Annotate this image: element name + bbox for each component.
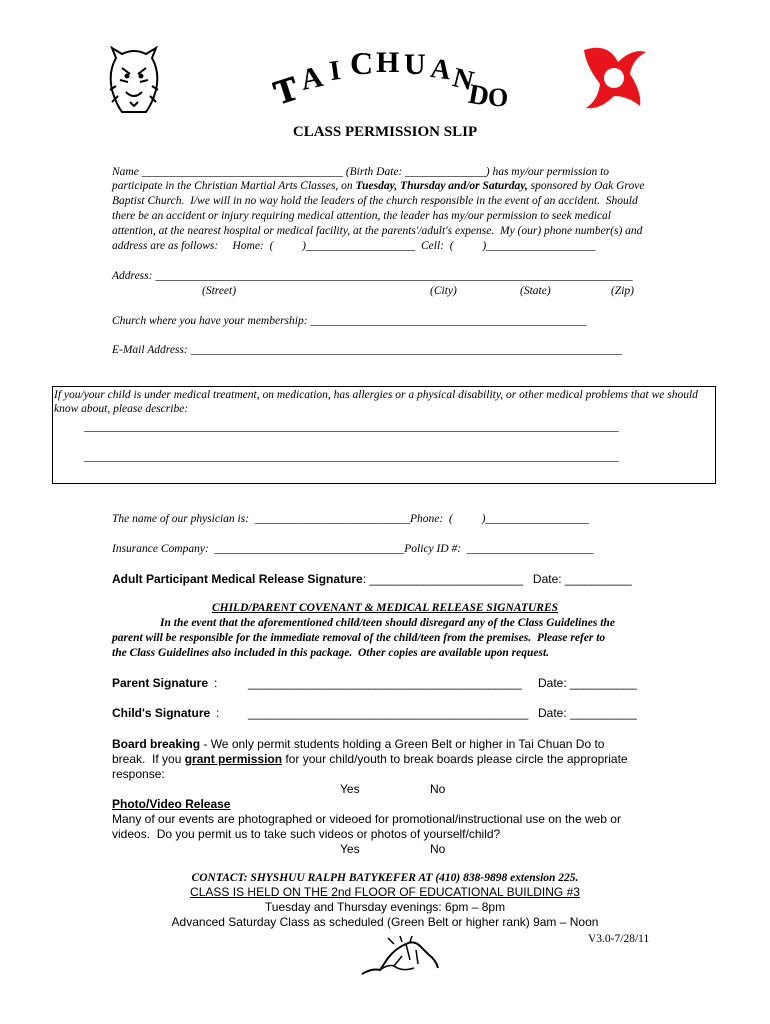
church-field[interactable]: Church where you have your membership: ________________________________________________ xyxy=(112,315,587,327)
email-field[interactable]: E-Mail Address: ___________________________________________________________________________ xyxy=(112,344,622,356)
version-label: V3.0-7/28/11 xyxy=(588,933,650,945)
physician-field[interactable]: The name of our physician is: ___________________________Phone: ( )__________________ xyxy=(112,513,589,525)
intro-line-4: there be an accident or injury requiring medical attention, the leader has my/our permission to seek medical xyxy=(112,210,611,222)
intro-line-5: attention, at the nearest hospital or medical facility, at the parents'/adult's expense. My (our) phone number(s) and xyxy=(112,225,643,237)
medical-blank-1[interactable]: _____________________________________________________________________________________________ xyxy=(84,421,619,433)
medical-question: If you/your child is under medical treatment, on medication, has allergies or a physical disability, or other medical problems that we should know about, please describe: xyxy=(54,389,698,415)
photo-line-1: Many of our events are photographed or videoed for promotional/instructional use on the web or xyxy=(112,812,621,826)
child-signature-label: Child's Signature xyxy=(112,706,211,720)
medical-blank-2[interactable]: _____________________________________________________________________________________________ xyxy=(84,451,619,463)
svg-text:I: I xyxy=(327,54,343,88)
adult-release-label: Adult Participant Medical Release Signature xyxy=(112,572,363,586)
svg-text:D: D xyxy=(466,78,492,110)
address-field[interactable]: Address: ___________________________________________________________________________________ xyxy=(112,270,633,282)
covenant-line-2: parent will be responsible for the immediate removal of the child/teen from the premises. Please refer to xyxy=(112,632,606,644)
address-zip-label: (Zip) xyxy=(611,285,634,297)
photo-heading: Photo/Video Release xyxy=(112,797,231,811)
red-flame-logo xyxy=(580,44,650,114)
svg-text:A: A xyxy=(428,52,453,87)
intro-line-2a: participate in the Christian Martial Arts Classes, on xyxy=(112,180,356,192)
page-title: CLASS PERMISSION SLIP xyxy=(292,124,478,140)
covenant-line-3: the Class Guidelines also included in this package. Other copies are available upon request. xyxy=(112,647,550,659)
photo-line-2: videos. Do you permit us to take such videos or photos of yourself/child? xyxy=(112,827,501,841)
svg-text:O: O xyxy=(488,83,509,110)
intro-name-line: Name ___________________________________ (Birth Date: ______________) has my/our permission to xyxy=(112,166,610,178)
parent-signature-field[interactable]: _________________________________________ xyxy=(248,676,522,690)
covenant-line-1: In the event that the aforementioned child/teen should disregard any of the Class Guidelines the xyxy=(160,617,615,629)
svg-text:A: A xyxy=(297,60,326,97)
adult-release-signature-date: : _______________________ Date: __________ xyxy=(362,572,632,586)
board-line-2 xyxy=(112,752,628,766)
parent-signature-label: Parent Signature xyxy=(112,676,209,690)
contact-line: CONTACT: SHYSHUU RALPH BATYKEFER AT (410) 838-9898 extension 225. xyxy=(191,872,579,884)
address-state-label: (State) xyxy=(520,285,551,297)
intro-days: Tuesday, Thursday and/or Saturday, xyxy=(355,180,528,192)
insurance-field[interactable]: Insurance Company: _________________________________Policy ID #: ______________________ xyxy=(112,543,594,555)
board-line-1-text: - We only permit students holding a Green Belt or higher in Tai Chuan Do to xyxy=(200,737,605,751)
board-no-option[interactable]: No xyxy=(430,782,446,796)
tiger-logo xyxy=(106,46,162,118)
board-heading: Board breaking xyxy=(112,737,201,751)
svg-text:C: C xyxy=(350,45,374,81)
weekday-schedule: Tuesday and Thursday evenings: 6pm – 8pm xyxy=(264,900,506,914)
board-line-2c: for your child/youth to break boards please circle the appropriate xyxy=(282,752,628,766)
svg-text:N: N xyxy=(449,62,477,98)
photo-no-option[interactable]: No xyxy=(430,842,446,856)
address-city-label: (City) xyxy=(430,285,457,297)
svg-text:H: H xyxy=(376,46,400,79)
praying-hands-logo xyxy=(358,934,442,978)
intro-phone-line: address are as follows: Home: ( )___________________ Cell: ( )___________________ xyxy=(112,240,596,252)
board-line-2a: break. If you xyxy=(112,752,185,766)
covenant-heading: CHILD/PARENT COVENANT & MEDICAL RELEASE SIGNATURES xyxy=(211,602,559,614)
saturday-schedule: Advanced Saturday Class as scheduled (Green Belt or higher rank) 9am – Noon xyxy=(171,915,599,929)
board-line-1 xyxy=(112,737,604,751)
parent-signature-date[interactable]: Date: __________ xyxy=(538,676,637,690)
intro-line-3: Baptist Church. I/we will in no way hold the leaders of the church responsible in the event of an accident. Should xyxy=(112,195,638,207)
board-yes-option[interactable]: Yes xyxy=(340,782,360,796)
adult-release-line[interactable] xyxy=(112,572,632,586)
intro-line-2 xyxy=(112,180,644,192)
child-signature-date[interactable]: Date: __________ xyxy=(538,706,637,720)
photo-yes-option[interactable]: Yes xyxy=(340,842,360,856)
child-signature-field[interactable]: __________________________________________ xyxy=(248,706,529,720)
class-location: CLASS IS HELD ON THE 2nd FLOOR OF EDUCATIONAL BUILDING #3 xyxy=(190,885,580,899)
svg-text:U: U xyxy=(404,48,426,81)
board-line-3: response: xyxy=(112,767,165,781)
board-grant-permission: grant permission xyxy=(184,752,283,766)
svg-text:T: T xyxy=(272,70,303,110)
intro-line-2c: sponsored by Oak Grove xyxy=(527,180,645,192)
tai-chuan-do-logo xyxy=(272,44,512,110)
address-street-label: (Street) xyxy=(202,285,237,297)
